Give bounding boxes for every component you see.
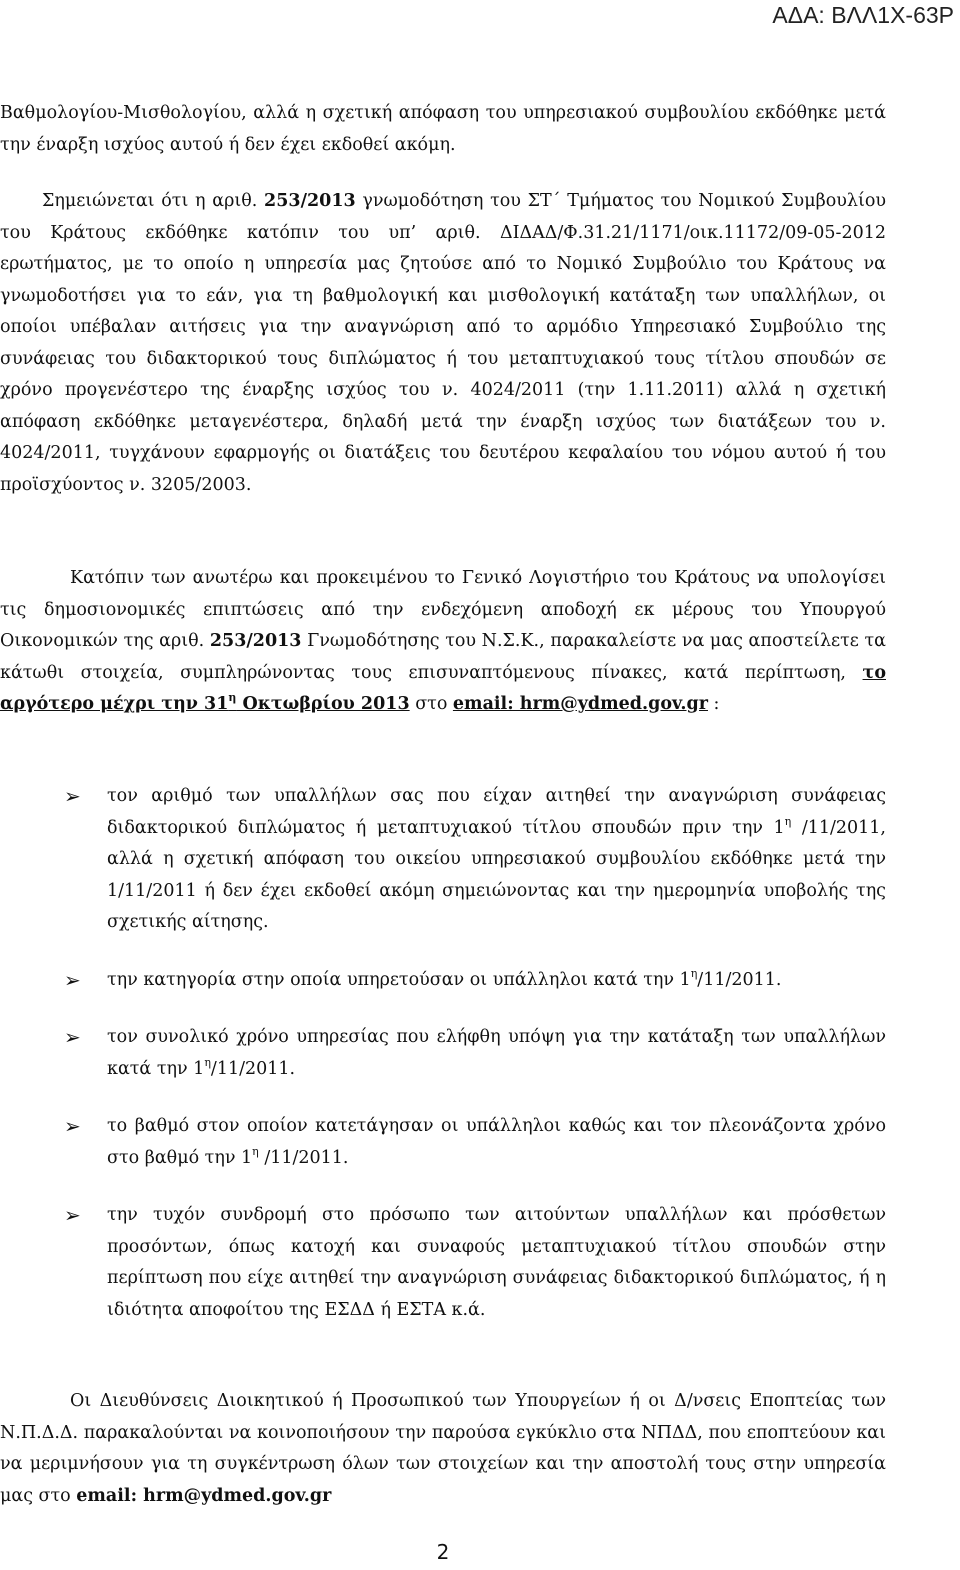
email-link[interactable]: email: hrm@ydmed.gov.gr: [452, 694, 708, 714]
p3-text-f: στο: [409, 694, 453, 714]
list-item: [0, 781, 886, 939]
p3-text-c: Γνωμοδότησης του Ν.Σ.Κ., παρακαλείστε να μας αποστείλετε τα κάτωθι στοιχεία, συμπληρώνοντας τους επισυναπτόμενους πίνακες, κατά περίπτωση,: [0, 631, 886, 683]
page-number: 2: [436, 1540, 450, 1564]
list-item: [0, 1022, 886, 1085]
list-item-sup: η: [204, 1055, 211, 1069]
list-item-text-a: τον αριθμό των υπαλλήλων σας που είχαν αιτηθεί την αναγνώριση συνάφειας διδακτορικού διπλώματος ή μεταπτυχιακού τίτλου σπουδών πριν την 1: [107, 786, 886, 838]
deadline-sup: η: [228, 691, 237, 704]
list-item-sup: η: [784, 814, 792, 828]
list-item-text-a: την κατηγορία στην οποία υπηρετούσαν οι υπάλληλοι κατά την 1: [107, 969, 691, 990]
list-item-sup: η: [252, 1144, 259, 1158]
list-item: [0, 1111, 886, 1174]
list-item-sup: η: [690, 966, 698, 980]
arrow-bullet-icon: ➢: [64, 1203, 81, 1227]
arrow-bullet-icon: ➢: [64, 967, 81, 992]
deadline-text-a: το αργότερο μέχρι την 31: [0, 662, 886, 714]
p2-text-a: Σημειώνεται ότι η αριθ.: [42, 191, 265, 211]
arrow-bullet-icon: ➢: [64, 784, 81, 808]
list-item-text-b: /11/2011.: [210, 1058, 296, 1079]
p3-text-h: :: [707, 694, 720, 714]
ada-code: ΑΔΑ: ΒΛΛ1Χ-63Ρ: [772, 2, 954, 28]
requested-items-list: [0, 781, 886, 1352]
paragraph-1: [0, 98, 886, 161]
list-item-text-b: /11/2011.: [697, 969, 782, 990]
list-item-text-b: /11/2011, αλλά η σχετική απόφαση του οικείου υπηρεσιακού συμβουλίου εκδόθηκε μετά την 1/11/2011 ή δεν έχει εκδοθεί ακόμη σημειώνοντας και την ημερομηνία υποβολής της σχετικής αίτησης.: [107, 817, 886, 932]
arrow-bullet-icon: ➢: [64, 1025, 81, 1049]
p3-text-a: Κατόπιν των ανωτέρω και προκειμένου το Γενικό Λογιστήριο του Κράτους να υπολογίσει τις δημοσιονομικές επιπτώσεις από την ενδεχόμενη αποδοχή εκ μέρους του Υπουργού Οικονομικών της αριθ.: [0, 568, 886, 651]
list-item-text-b: /11/2011.: [258, 1147, 349, 1168]
p2-opinion-number: 253/2013: [264, 191, 356, 211]
paragraph-4: [0, 1386, 886, 1512]
list-item-text-a: την τυχόν συνδρομή στο πρόσωπο των αιτούντων υπαλλήλων και πρόσθετων προσόντων, όπως κατοχή και συναφούς μεταπτυχιακού τίτλου σπουδών στην περίπτωση που είχε αιτηθεί την αναγνώριση συνάφειας διδακτορικού διπλώματος, ή η ιδιότητα αποφοίτου της ΕΣΔΔ ή ΕΣΤΑ κ.ά.: [107, 1205, 886, 1320]
p2-text-c: γνωμοδότηση του ΣΤ΄ Τμήματος του Νομικού Συμβουλίου του Κράτους εκδόθηκε κατόπιν του υπ’ αριθ. ΔΙΔΑΔ/Φ.31.21/1171/οικ.11172/09-05-2012 ερωτήματος, με το οποίο η υπηρεσία μας ζητούσε από το Νομικό Συμβούλιο του Κράτους να γνωμοδοτήσει για το εάν, για τη βαθμολογική και μισθολογική κατάταξη των υπαλλήλων, οι οποίοι υπέβαλαν αιτήσεις για την αναγνώριση από το αρμόδιο Υπηρεσιακό Συμβούλιο της συνάφειας του διδακτορικού τους διπλώματος ή του μεταπτυχιακού τους τίτλου σπουδών σε χρόνο προγενέστερο της έναρξης ισχύος του ν. 4024/2011 (την 1.11.2011) αλλά η σχετική απόφαση εκδόθηκε μεταγενέστερα, δηλαδή μετά την έναρξη ισχύος των διατάξεων του ν. 4024/2011, τυγχάνουν εφαρμογής οι διατάξεις του δευτέρου κεφαλαίου του νόμου αυτού ή του προϊσχύοντος ν. 3205/2003.: [0, 191, 886, 495]
p4-text-a: Οι Διευθύνσεις Διοικητικού ή Προσωπικού των Υπουργείων ή οι Δ/νσεις Εποπτείας των Ν.Π.Δ.Δ. παρακαλούνται να κοινοποιήσουν την παρούσα εγκύκλιο στα ΝΠΔΔ, που εποπτεύουν και να μεριμνήσουν για τη συγκέντρωση όλων των στοιχείων και την αποστολή τους στην υπηρεσία μας στο: [0, 1391, 886, 1506]
list-item-text-a: τον συνολικό χρόνο υπηρεσίας που ελήφθη υπόψη για την κατάταξη των υπαλλήλων κατά την 1: [107, 1027, 886, 1079]
p3-opinion-number: 253/2013: [209, 631, 302, 651]
arrow-bullet-icon: ➢: [64, 1114, 81, 1138]
p4-email-link[interactable]: email: hrm@ydmed.gov.gr: [76, 1485, 332, 1506]
list-item: [0, 1200, 886, 1326]
paragraph-2: [0, 186, 886, 501]
list-item-text-a: το βαθμό στον οποίον κατετάγησαν οι υπάλληλοι καθώς και τον πλεονάζοντα χρόνο στο βαθμό την 1: [107, 1116, 886, 1168]
paragraph-1-text: Βαθμολογίου-Μισθολογίου, αλλά η σχετική απόφαση του υπηρεσιακού συμβουλίου εκδόθηκε μετά την έναρξη ισχύος αυτού ή δεν έχει εκδοθεί ακόμη.: [0, 103, 886, 155]
deadline-text-b: Οκτωβρίου 2013: [236, 694, 410, 714]
paragraph-3: [0, 563, 886, 721]
list-item: [0, 965, 886, 997]
